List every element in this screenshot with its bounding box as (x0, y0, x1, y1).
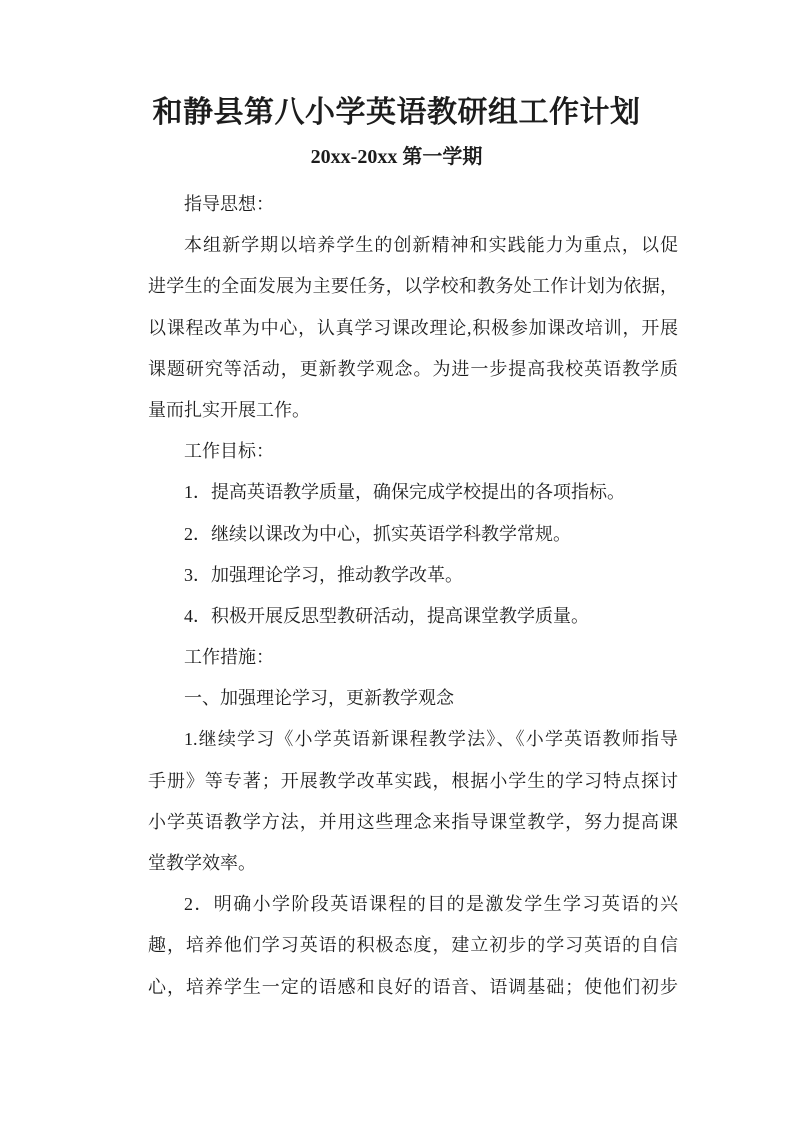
document-body (148, 184, 678, 1008)
body-line: 课题研究等活动，更新教学观念。为进一步提高我校英语教学质 (148, 358, 678, 379)
body-line: 进学生的全面发展为主要任务，以学校和教务处工作计划为依据， (148, 276, 678, 297)
body-line: 2．明确小学阶段英语课程的目的是激发学生学习英语的兴 (184, 894, 678, 915)
body-line: 小学英语教学方法，并用这些理念来指导课堂教学，努力提高课 (148, 811, 678, 832)
document-subtitle: 20xx-20xx 第一学期 (310, 146, 483, 168)
body-line: 趣，培养他们学习英语的积极态度，建立初步的学习英语的自信 (148, 935, 678, 956)
body-line: 心，培养学生一定的语感和良好的语音、语调基础；使他们初步 (148, 976, 678, 997)
body-line: 工作目标： (184, 441, 274, 462)
body-line: 4．积极开展反思型教研活动，提高课堂教学质量。 (184, 605, 589, 626)
body-line: 本组新学期以培养学生的创新精神和实践能力为重点，以促 (184, 235, 678, 256)
body-line: 1.继续学习《小学英语新课程教学法》、《小学英语教师指导 (184, 729, 678, 750)
body-line: 工作措施： (184, 647, 274, 668)
body-line: 3．加强理论学习，推动教学改革。 (184, 564, 463, 585)
body-line: 以课程改革为中心，认真学习课改理论,积极参加课改培训，开展 (148, 317, 678, 338)
body-line: 一、加强理论学习，更新教学观念 (184, 688, 454, 709)
body-line: 堂教学效率。 (148, 853, 256, 873)
document-title: 和静县第八小学英语教研组工作计划 (152, 96, 641, 129)
body-line: 1．提高英语教学质量，确保完成学校提出的各项指标。 (184, 482, 625, 503)
body-line: 2．继续以课改为中心，抓实英语学科教学常规。 (184, 523, 571, 544)
body-line: 手册》等专著；开展教学改革实践，根据小学生的学习特点探讨 (148, 770, 678, 791)
body-line: 量而扎实开展工作。 (148, 399, 310, 420)
body-line: 指导思想： (184, 194, 274, 214)
